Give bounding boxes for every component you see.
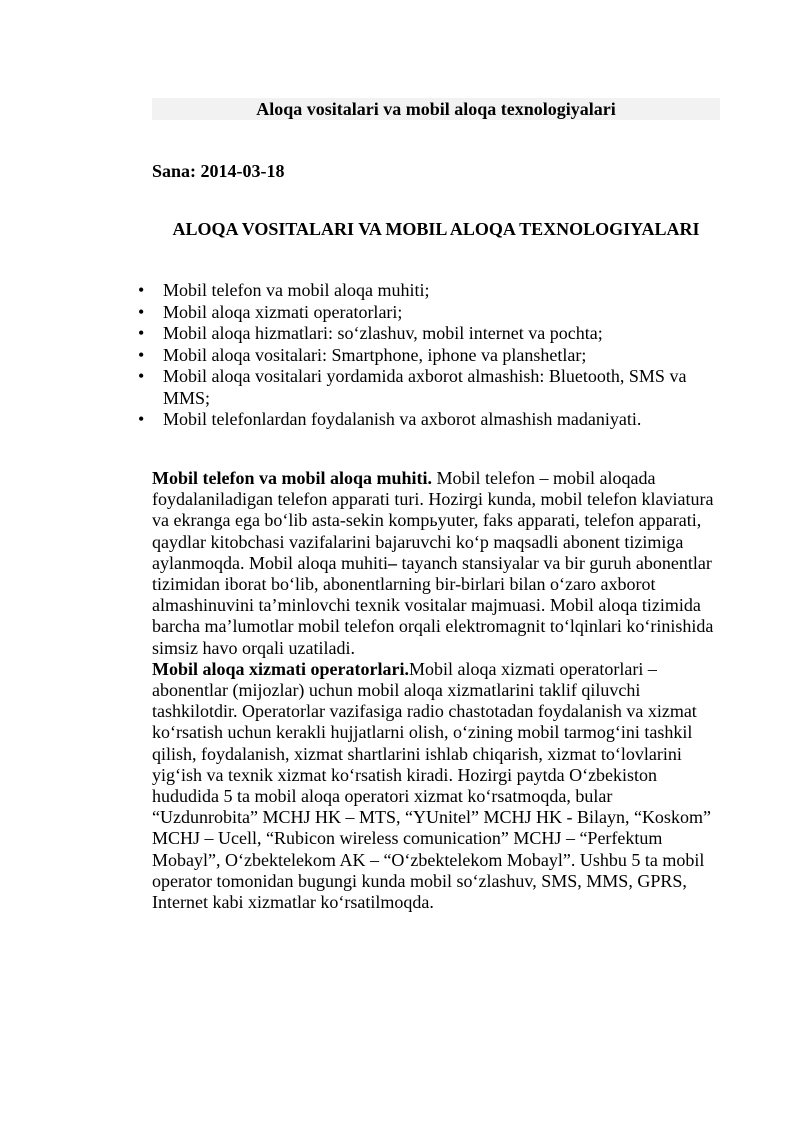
document-title: Aloqa vositalari va mobil aloqa texnologiyalari	[152, 98, 720, 120]
list-item	[136, 302, 726, 324]
list-item-text: Mobil telefonlardan foydalanish va axborot almashish madaniyati.	[163, 409, 642, 429]
dash-text: –	[387, 552, 397, 573]
paragraph-text: Mobil telefon – mobil aloqada foydalaniladigan telefon apparati turi. Hozirgi kunda, mobil telefon klaviatura va ekranga ega bo‘lib asta-sekin kompьyuter, faks apparati, telefon apparati, qaydlar kitobchasi vazifalarini bajaruvchi ko‘p maqsadli abonent tizimiga aylanmoqda. Mobil aloqa muhiti	[152, 468, 714, 573]
section-heading: ALOQA VOSITALARI VA MOBIL ALOQA TEXNOLOGIYALARI	[172, 219, 700, 239]
bullet-icon: •	[138, 301, 145, 322]
document-date: Sana: 2014-03-18	[152, 161, 285, 181]
topic-list	[136, 280, 726, 431]
list-item-text: Mobil telefon va mobil aloqa muhiti;	[163, 280, 430, 300]
bullet-icon: •	[138, 323, 145, 343]
bullet-icon: •	[138, 280, 145, 300]
bullet-icon: •	[138, 409, 145, 429]
list-item	[136, 345, 726, 367]
bullet-icon: •	[138, 344, 145, 365]
list-item	[136, 409, 726, 431]
paragraph-lead: Mobil telefon va mobil aloqa muhiti.	[152, 468, 433, 488]
list-item-text: Mobil aloqa hizmatlari: so‘zlashuv, mobil internet va pochta;	[163, 323, 603, 343]
list-item	[136, 366, 726, 409]
list-item-text: Mobil aloqa vositalari: Smartphone, iphone va planshetlar;	[163, 344, 587, 365]
paragraph-mobile-phone	[152, 468, 722, 659]
paragraph-lead: Mobil aloqa xizmati operatorlari.	[152, 658, 409, 679]
list-item	[136, 323, 726, 345]
paragraph-text: tayanch stansiyalar va bir guruh abonentlar tizimidan iborat bo‘lib, abonentlarning bir-birlari bilan o‘zaro axborot almashinuvini ta’minlovchi texnik vositalar majmuasi. Mobil aloqa tizimida barcha ma’lumotlar mobil telefon orqali elektromagnit to‘lqinlari ko‘rinishida simsiz havo orqali uzatiladi.	[152, 552, 714, 658]
list-item-text: Mobil aloqa vositalari yordamida axborot almashish: Bluetooth, SMS va MMS;	[163, 366, 687, 408]
body-text	[152, 468, 722, 913]
list-item	[136, 280, 726, 302]
list-item-text: Mobil aloqa xizmati operatorlari;	[163, 301, 403, 322]
bullet-icon: •	[138, 366, 145, 386]
paragraph-text: Mobil aloqa xizmati operatorlari – abonentlar (mijozlar) uchun mobil aloqa xizmatlarini taklif qiluvchi tashkilotdir. Operatorlar vazifasiga radio chastotadan foydalanish va xizmat ko‘rsatish uchun kerakli hujjatlarni olish, o‘zining mobil tarmog‘ini tashkil qilish, foydalanish, xizmat shartlarini ishlab chiqarish, xizmat to‘lovlarini yig‘ish va texnik xizmat ko‘rsatish kiradi. Hozirgi paytda O‘zbekiston hududida 5 ta mobil aloqa operatori xizmat ko‘rsatmoqda, bular “Uzdunrobita” MCHJ HK – MTS, “YUnitel” MCHJ HK - Bilayn, “Koskom” MCHJ – Ucell, “Rubicon wireless comunication” MCHJ – “Perfektum Mobayl”, O‘zbektelekom AK – “O‘zbektelekom Mobayl”. Ushbu 5 ta mobil operator tomonidan bugungi kunda mobil so‘zlashuv, SMS, MMS, GPRS, Internet kabi xizmatlar ko‘rsatilmoqda.	[152, 658, 711, 913]
paragraph-operators	[152, 659, 722, 913]
